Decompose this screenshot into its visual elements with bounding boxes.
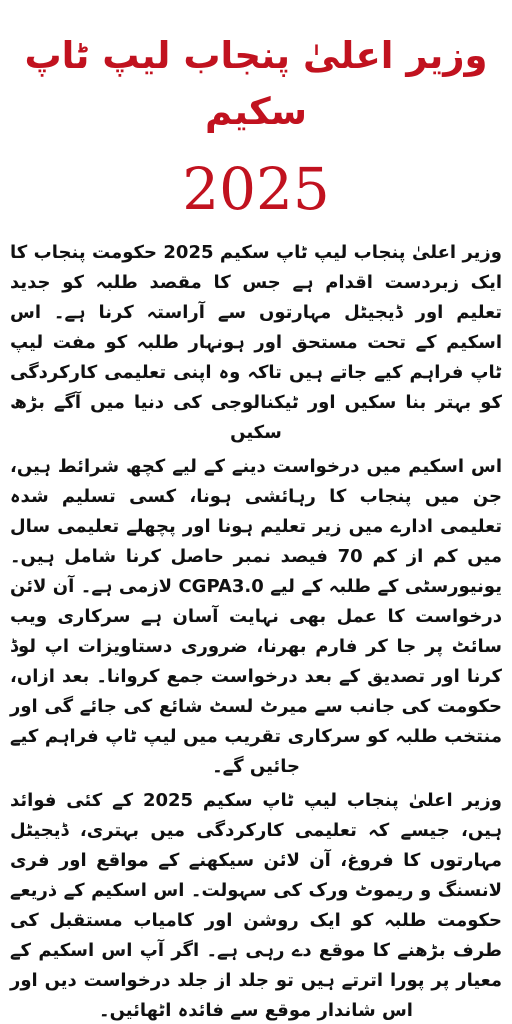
paragraph-benefits: وزیر اعلیٰ پنجاب لیپ ٹاپ سکیم 2025 کے کئی فوائد ہیں، جیسے کہ تعلیمی کارکردگی میں بہتری، ڈیجیٹل مہارتوں کا فروغ، آن لائن سیکھنے کے مواقع اور فری لانسنگ و ریموٹ ورک کی سہولت۔ اس اسکیم کے ذریعے حکومت طلبہ کو ایک روشن اور کامیاب مستقبل کی طرف بڑھنے کا موقع دے رہی ہے۔ اگر آپ اس اسکیم کے معیار پر پورا اترتے ہیں تو جلد از جلد درخواست دیں اور اس شاندار موقع سے فائدہ اٹھائیں۔ [10,790,502,1021]
paragraph-eligibility: اس اسکیم میں درخواست دینے کے لیے کچھ شرائط ہیں، جن میں پنجاب کا رہائشی ہونا، کسی تسلیم شدہ تعلیمی ادارے میں زیر تعلیم ہونا اور پچھلے تعلیمی سال میں کم از کم 70 فیصد نمبر حاصل کرنا شامل ہیں۔ یونیورسٹی کے طلبہ کے لیے CGPA3.0 لازمی ہے۔ آن لائن درخواست کا عمل بھی نہایت آسان ہے سرکاری ویب سائٹ پر جا کر فارم بھرنا، ضروری دستاویزات اپ لوڈ کرنا اور تصدیق کے بعد درخواست جمع کروانا۔ بعد ازاں، حکومت کی جانب سے میرٹ لسٹ شائع کی جائے گی اور منتخب طلبہ کو سرکاری تقریب میں لیپ ٹاپ فراہم کیے جائیں گے۔ [10,456,502,777]
paragraph-intro: وزیر اعلیٰ پنجاب لیپ ٹاپ سکیم 2025 حکومت پنجاب کا ایک زبردست اقدام ہے جس کا مقصد طلبہ کو جدید تعلیم اور ڈیجیٹل مہارتوں سے آراستہ کرنا ہے۔ اس اسکیم کے تحت مستحق اور ہونہار طلبہ کو مفت لیپ ٹاپ فراہم کیے جاتے ہیں تاکہ وہ اپنی تعلیمی کارکردگی کو بہتر بنا سکیں اور ٹیکنالوجی کی دنیا میں آگے بڑھ سکیں [10,242,502,443]
article-year: 2025 [182,155,330,223]
article-title: وزیر اعلیٰ پنجاب لیپ ٹاپ سکیم [24,34,488,133]
